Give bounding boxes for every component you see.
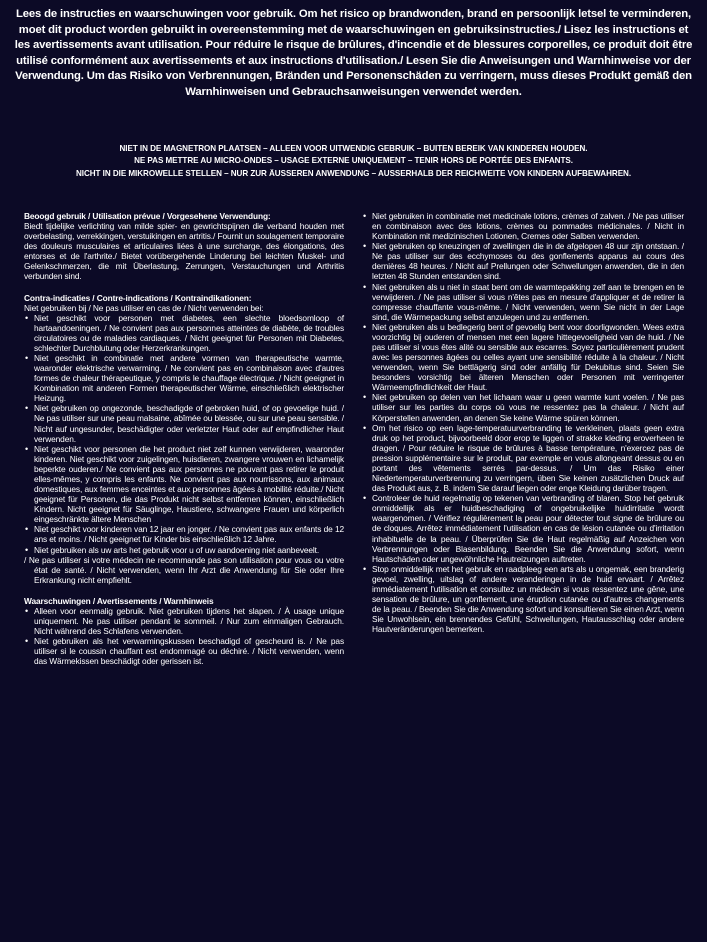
caution-block [14, 143, 693, 180]
list-item: • Niet gebruiken als het verwarmingskussen beschadigd of gescheurd is. / Ne pas utiliser si le coussin chauffant est endommagé ou déchiré. / Nicht verwenden, wenn das Wärmekissen beschädigt oder gerissen ist. [24, 636, 344, 666]
contraindications-intro: Niet gebruiken bij / Ne pas utiliser en cas de / Nicht verwenden bei: [24, 302, 264, 313]
contraindications-heading: Contra-indicaties / Contre-indications / Kontraindikationen: [24, 292, 252, 303]
list-item: • Controleer de huid regelmatig op tekenen van verbranding of blaren. Stop het gebruik onmiddellijk als er huidbeschadiging of ongebruikelijke huidirritatie wordt waargenomen. / Vérifiez régulièrement la peau pour détecter tout signe de brûlure ou de cloques. Arrêtez immédiatement l'utilisation en cas de lésion cutanée ou d'irritation inhabituelle de la peau. / Überprüfen Sie die Haut regelmäßig auf Anzeichen von Verbrennungen oder Blasenbildung. Beenden Sie die Anwendung sofort, wenn Hautschäden oder ungewöhnliche Hautreizungen auftreten. [362, 493, 684, 564]
contraindications-trailing: / Ne pas utiliser si votre médecin ne recommande pas son utilisation pour vous ou votre état de santé. / Nicht verwenden, wenn Ihr Arzt die Anwendung für Sie oder Ihre Erkrankung nicht empfiehlt. [24, 554, 344, 585]
contraindications-list [24, 313, 344, 555]
list-item: • Niet geschikt in combinatie met andere vormen van therapeutische warmte, waaronder elektrische verwarming. / Ne convient pas en combinaison avec d'autres formes de chaleur thérapeutique, y compris le chauffage électrique. / Nicht geeignet in Kombination mit anderen Formen therapeutischer Wärme, einschließlich elektrischer Heizung. [24, 353, 344, 403]
list-item: • Niet gebruiken op ongezonde, beschadigde of gebroken huid, of op gevoelige huid. / Ne pas utiliser sur une peau malsaine, abîmée ou blessée, ou sur une peau sensible. / Nicht auf ungesunder, beschädigter oder verletzter Haut oder auf empfindlicher Haut verwenden. [24, 403, 344, 443]
list-item: • Stop onmiddellijk met het gebruik en raadpleeg een arts als u ongemak, een branderig gevoel, zwelling, uitslag of andere veranderingen in de huid ervaart. / Arrêtez immédiatement l'utilisation et consultez un médecin si vous ressentez une gêne, une sensation de brûlure, un gonflement, une éruption cutanée ou d'autres changements de la peau. / Beenden Sie die Anwendung sofort und konsultieren Sie einen Arzt, wenn Sie Unwohlsein, ein brennendes Gefühl, Schwellungen, Hautausschlag oder andere Hautveränderungen bemerken. [362, 564, 684, 635]
list-item: • Niet gebruiken als u bedlegerig bent of gevoelig bent voor doorligwonden. Wees extra voorzichtig bij ouderen of mensen met een lagere hittegevoeligheid van de huid. / Ne pas utiliser si vous êtes alité ou sensible aux escarres. Soyez particulièrement prudent avec les personnes âgées ou celles ayant une sensibilité réduite à la chaleur. / Nicht verwenden, wenn Sie bettlägerig sind oder anfällig für Dekubitus sind. Seien Sie besonders vorsichtig bei älteren Menschen oder Personen mit verringerter Wärmeempfindlichkeit der Haut. [362, 322, 684, 393]
list-item: • Niet gebruiken op kneuzingen of zwellingen die in de afgelopen 48 uur zijn ontstaan. / Ne pas utiliser sur des ecchymoses ou des gonflements apparus au cours des dernières 48 heures. / Nicht auf Prellungen oder Schwellungen anwenden, die in den letzten 48 Stunden entstanden sind. [362, 241, 684, 281]
caution-line-fr: NE PAS METTRE AU MICRO-ONDES – USAGE EXTERNE UNIQUEMENT – TENIR HORS DE PORTÉE DES ENFANTS. [134, 156, 573, 166]
right-column [362, 211, 684, 634]
warnings-heading: Waarschuwingen / Avertissements / Warnhinweis [24, 595, 214, 606]
list-item: • Niet geschikt voor personen met diabetes, een slechte bloedsomloop of hartaandoeningen. / Ne convient pas aux personnes atteintes de diabète, de troubles circulatoires ou de maladies cardiaques. / Nicht geeignet für Personen mit Diabetes, schlechter Durchblutung oder Herzerkrankungen. [24, 313, 344, 353]
list-item: • Niet gebruiken als uw arts het gebruik voor u of uw aandoening niet aanbeveelt. [24, 545, 344, 555]
list-item: • Niet geschikt voor personen die het product niet zelf kunnen verwijderen, waaronder kinderen. Niet geschikt voor zuigelingen, huisdieren, zwangere vrouwen en lichamelijk beperkte ouderen./ Ne convient pas aux personnes ne pouvant pas retirer le produit elles-mêmes, y compris les enfants. Ne convient pas aux nourrissons, aux animaux domestiques, aux femmes enceintes et aux personnes âgées à mobilité réduite./ Nicht geeignet für Personen, die das Produkt nicht selbst entfernen können, einschließlich Kindern. Nicht geeignet für Säuglinge, Haustiere, schwangere Frauen und körperlich eingeschränkte ältere Menschen [24, 444, 344, 525]
list-item: • Niet gebruiken op delen van het lichaam waar u geen warmte kunt voelen. / Ne pas utiliser sur les parties du corps où vous ne ressentez pas la chaleur. / Nicht auf Körperstellen anwenden, an denen Sie keine Wärme spüren können. [362, 392, 684, 422]
intended-use-heading: Beoogd gebruik / Utilisation prévue / Vorgesehene Verwendung: [24, 211, 271, 221]
list-item: • Niet gebruiken in combinatie met medicinale lotions, crèmes of zalven. / Ne pas utiliser en combinaison avec des lotions, crèmes ou pommades médicinales. / Nicht in Kombination mit medizinischen Lotionen, Cremes oder Salben verwenden. [362, 211, 684, 241]
warnings-list [24, 606, 344, 666]
list-item: • Niet geschikt voor kinderen van 12 jaar en jonger. / Ne convient pas aux enfants de 12 ans et moins. / Nicht geeignet für Kinder bis einschließlich 12 Jahre. [24, 524, 344, 544]
left-column [24, 211, 344, 666]
intro-paragraph: Lees de instructies en waarschuwingen voor gebruik. Om het risico op brandwonden, brand en persoonlijk letsel te verminderen, moet dit product worden gebruikt in overeenstemming met de waarschuwingen en gebruiksinstructies./ Lisez les instructions et les avertissements avant utilisation. Pour réduire le risque de brûlures, d'incendie et de blessures corporelles, ce produit doit être utilisé conformément aux avertissements et aux instructions d'utilisation./ Lesen Sie die Anweisungen und Warnhinweise vor der Verwendung. Um das Risiko von Verbrennungen, Bränden und Personenschäden zu verringern, muss dieses Produkt gemäß den Warnhinweisen und Gebrauchsanweisungen verwendet werden. [14, 8, 693, 98]
list-item: • Niet gebruiken als u niet in staat bent om de warmtepakking zelf aan te brengen en te verwijderen. / Ne pas utiliser si vous n'êtes pas en mesure d'appliquer et de retirer la compresse chauffante vous-même. / Nicht verwenden, wenn Sie nicht in der Lage sind, die Wärmepackung selbst anzulegen und zu entfernen. [362, 282, 684, 322]
warnings-list-continued [362, 211, 684, 634]
list-item: • Alleen voor eenmalig gebruik. Niet gebruiken tijdens het slapen. / À usage unique uniquement. Ne pas utiliser pendant le sommeil. / Nur zum einmaligen Gebrauch. Nicht während des Schlafens verwenden. [24, 606, 344, 636]
caution-line-nl: NIET IN DE MAGNETRON PLAATSEN – ALLEEN VOOR UITWENDIG GEBRUIK – BUITEN BEREIK VAN KINDEREN HOUDEN. [119, 144, 588, 153]
list-item: • Om het risico op een lage-temperatuurverbranding te verkleinen, plaats geen extra druk op het product, bijvoorbeeld door erop te liggen of strakke kleding eroverheen te dragen. / Pour réduire le risque de brûlures à basse température, n'exercez pas de pression supplémentaire sur le produit, par exemple en vous allongeant dessus ou en portant des vêtements serrés par-dessus. / Um das Risiko einer Niedertemperaturverbrennung zu verringern, üben Sie keinen zusätzlichen Druck auf das Produkt aus, z. B. indem Sie darauf liegen oder enge Kleidung darüber tragen. [362, 423, 684, 494]
caution-line-de: NICHT IN DIE MIKROWELLE STELLEN – NUR ZUR ÄUSSEREN ANWENDUNG – AUSSERHALB DER REICHWEITE VON KINDERN AUFBEWAHREN. [75, 168, 632, 178]
intended-use-text: Biedt tijdelijke verlichting van milde spier- en gewrichtspijnen die verband houden met overbelasting, verrekkingen, verstuikingen en artritis./ Fournit un soulagement temporaire des douleurs musculaires et articulaires liées à une surcharge, des élongations, des entorses et de l'arthrite./ Bietet vorübergehende Linderung bei leichten Muskel- und Gelenkschmerzen, die mit Überlastung, Zerrungen, Verstauchungen und Arthritis verbunden sind. [24, 221, 344, 282]
